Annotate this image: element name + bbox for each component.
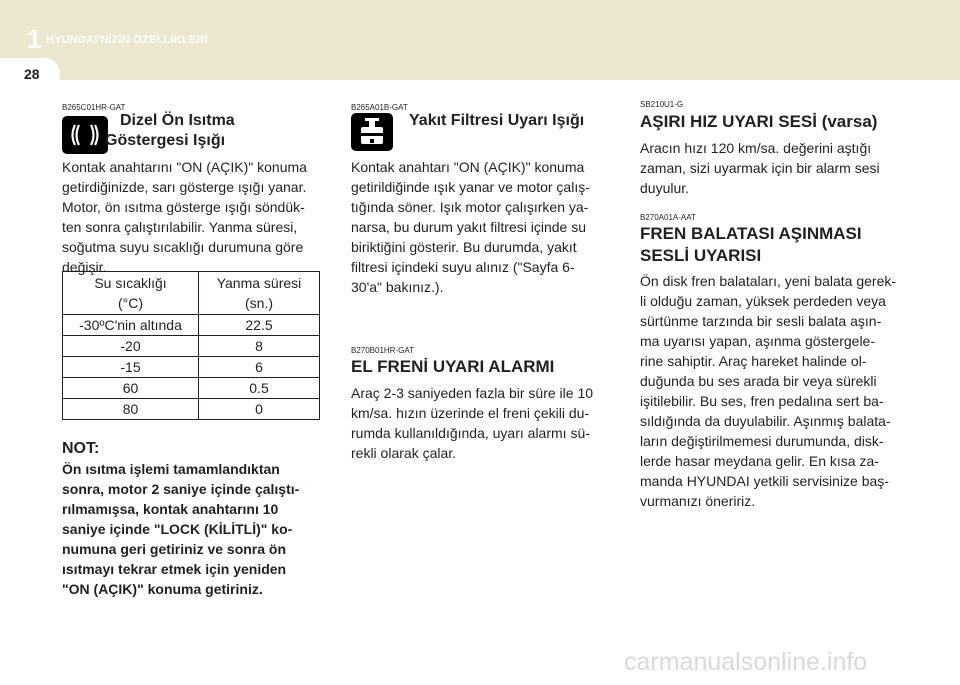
header-line: Su sıcaklığı	[94, 275, 167, 291]
body-line: vurmanızı öneririz.	[640, 493, 756, 509]
note-line: "ON (AÇIK)" konuma getiriniz.	[62, 581, 263, 597]
body-line: zaman, sizi uyarmak için bir alarm sesi	[640, 160, 880, 176]
table-cell: -15	[63, 357, 199, 378]
body-line: lerde hasar meydana gelir. En kısa za-	[640, 453, 879, 469]
watermark: carmanualsonline.info	[624, 648, 868, 676]
note-line: sonra, motor 2 saniye içinde çalıştı-	[62, 481, 300, 497]
section-body	[62, 157, 320, 277]
table-row	[63, 378, 320, 399]
body-line: duğunda bu ses arada bir veya sürekli	[640, 373, 877, 389]
fuel-filter-icon	[351, 113, 393, 151]
body-line: Kontak anahtarını "ON (AÇIK)" konuma	[62, 159, 307, 175]
section-code: B265A01B-GAT	[351, 103, 408, 112]
header-line: (sn.)	[245, 295, 273, 311]
note-line: numuna geri getiriniz ve sonra ön	[62, 541, 287, 557]
table-cell: 0	[199, 399, 320, 420]
table-cell: 80	[63, 399, 199, 420]
body-line: tığında söner. Işık motor çalışırken ya-	[351, 199, 589, 215]
body-line: narsa, bu durum yakıt filtresi içinde su	[351, 219, 586, 235]
table-row	[63, 315, 320, 336]
note-line: rılmamışsa, kontak anahtarını 10	[62, 501, 279, 517]
note-line: saniye içinde "LOCK (KİLİTLİ)" ko-	[62, 521, 293, 537]
body-line: işitilebilir. Bu ses, fren pedalına sert ba-	[640, 393, 884, 409]
section-code: B270A01A-AAT	[640, 213, 696, 222]
note-line: Ön ısıtma işlemi tamamlandıktan	[62, 461, 280, 477]
body-line: getirildiğinde ışık yanar ve motor çalış-	[351, 179, 590, 195]
chapter-title: HYUNDAI'NİZİN ÖZELLİKLERİ	[46, 34, 208, 46]
body-line: getirdiğinizde, sarı gösterge ışığı yanar.	[62, 179, 307, 195]
body-line: sıldığında da duyulabilir. Aşınmış balata-	[640, 413, 891, 429]
table-cell: -30ºC'nin altında	[63, 315, 199, 336]
table-row	[63, 336, 320, 357]
body-line: soğutma suyu sıcaklığı durumuna göre	[62, 239, 304, 255]
table-cell: 8	[199, 336, 320, 357]
body-line: rine sahiptir. Araç hareket halinde ol-	[640, 353, 867, 369]
page-header	[0, 0, 960, 80]
body-line: Ön disk fren balataları, yeni balata gerek-	[640, 273, 897, 289]
body-line: ma uyarısı yapan, aşınma göstergele-	[640, 333, 876, 349]
section-code: B270B01HR-GAT	[351, 346, 414, 355]
body-line: filtresi içindeki suyu alınız ("Sayfa 6-	[351, 259, 575, 275]
heating-time-table	[62, 271, 320, 420]
body-line: rekli olarak çalar.	[351, 445, 457, 461]
section-title: AŞIRI HIZ UYARI SESİ (varsa)	[640, 112, 878, 131]
note-body	[62, 459, 320, 599]
body-line: Aracın hızı 120 km/sa. değerini aştığı	[640, 140, 872, 156]
body-line: biriktiğini gösterir. Bu durumda, yakıt	[351, 239, 577, 255]
header-line: (°C)	[117, 295, 144, 311]
body-line: li olduğu zaman, yüksek perdeden veya	[640, 293, 886, 309]
body-line: ten sonra çalıştırılabilir. Yanma süresi,	[62, 219, 298, 235]
section-code: SB210U1-G	[640, 100, 684, 109]
body-line: Kontak anahtarı "ON (AÇIK)" konuma	[351, 159, 585, 175]
table-cell: 60	[63, 378, 199, 399]
body-line: Araç 2-3 saniyeden fazla bir süre ile 10	[351, 385, 594, 401]
section-body	[640, 271, 898, 511]
chapter-number: 1	[27, 24, 42, 54]
body-line: km/sa. hızın üzerinde el freni çekili du-	[351, 405, 590, 421]
body-line: 30'a" bakınız.).	[351, 279, 444, 295]
table-row	[63, 357, 320, 378]
section-body	[640, 138, 898, 198]
table-cell: 6	[199, 357, 320, 378]
table-row	[63, 399, 320, 420]
section-body	[351, 383, 609, 463]
section-title-line1: FREN BALATASI AŞINMASI	[640, 224, 862, 243]
body-line: ların değiştirilmemesi durumunda, disk-	[640, 433, 884, 449]
body-line: manda HYUNDAI yetkili servisinize baş-	[640, 473, 889, 489]
section-title-line2: Göstergesi Işığı	[105, 132, 226, 149]
section-body	[351, 157, 609, 297]
body-line: değişir.	[62, 259, 107, 275]
body-line: sürtünme tarzında bir sesli balata aşın-	[640, 313, 882, 329]
body-line: Motor, ön ısıtma gösterge ışığı söndük-	[62, 199, 305, 215]
table-cell: 0.5	[199, 378, 320, 399]
section-code: B265C01HR-GAT	[62, 103, 126, 112]
note-line: ısıtmayı tekrar etmek için yeniden	[62, 561, 287, 577]
glow-plug-icon	[62, 116, 108, 154]
body-line: duyulur.	[640, 180, 690, 196]
body-line: rumda kullanıldığında, uyarı alarmı sü-	[351, 425, 590, 441]
table-cell: -20	[63, 336, 199, 357]
section-title-line2: SESLİ UYARISI	[640, 246, 762, 265]
section-title: Yakıt Filtresi Uyarı Işığı	[409, 112, 585, 129]
table-cell: 22.5	[199, 315, 320, 336]
page-number: 28	[24, 66, 40, 82]
note-title: NOT:	[62, 440, 100, 457]
section-title: EL FRENİ UYARI ALARMI	[351, 357, 555, 376]
table-header-cell	[63, 272, 199, 315]
section-title-line1: Dizel Ön Isıtma	[120, 112, 235, 129]
header-line: Yanma süresi	[216, 275, 302, 291]
table-header-cell	[199, 272, 320, 315]
table-header-row	[63, 272, 320, 315]
